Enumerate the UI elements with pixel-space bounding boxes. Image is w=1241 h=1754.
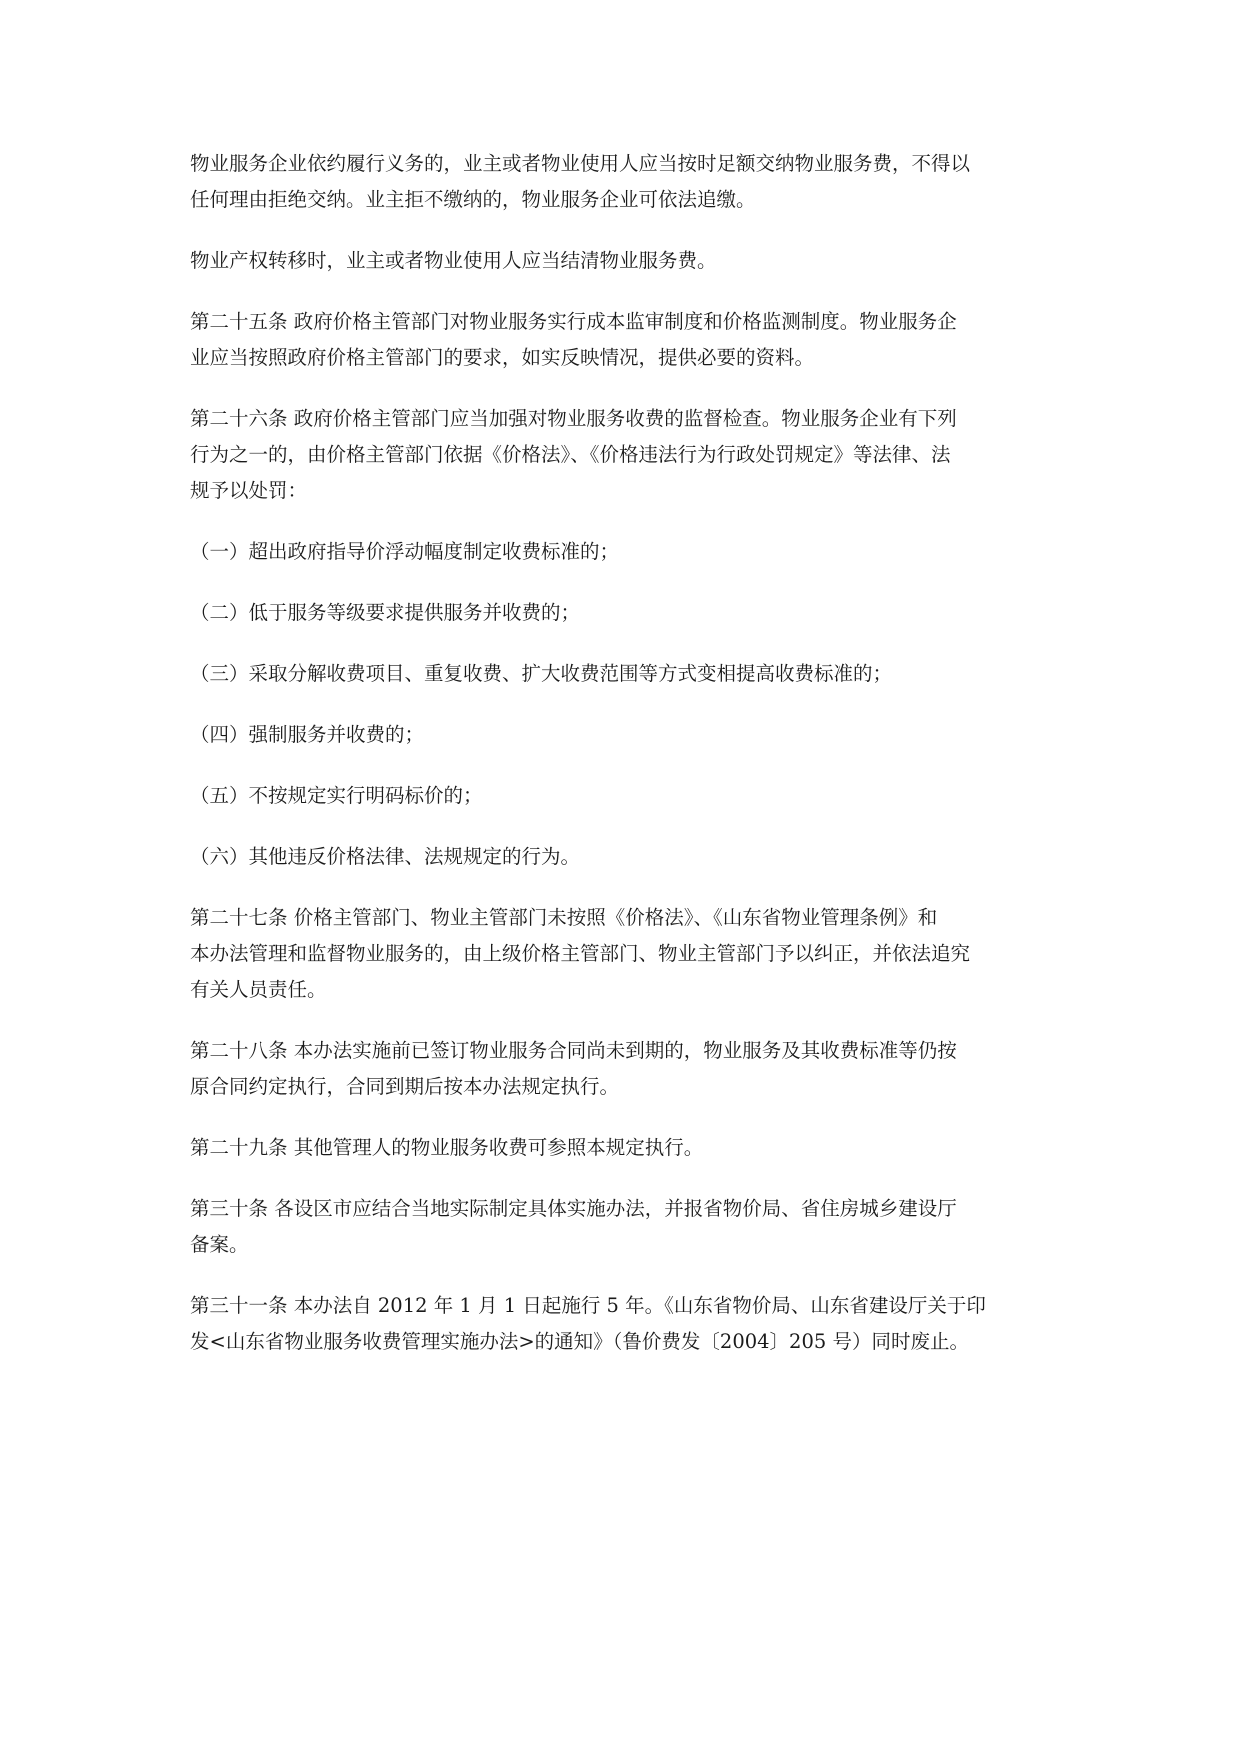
text-line: 第二十八条 本办法实施前已签订物业服务合同尚未到期的，物业服务及其收费标准等仍按 [190,1039,957,1062]
text-line: 物业产权转移时，业主或者物业使用人应当结清物业服务费。 [190,249,717,272]
text-line: 发<山东省物业服务收费管理实施办法>的通知》（鲁价费发〔2004〕205 号）同时废止。 [190,1330,969,1353]
text-line: 第二十五条 政府价格主管部门对物业服务实行成本监审制度和价格监测制度。物业服务企 [190,310,957,333]
paragraph [190,146,1060,218]
text-line: （六）其他违反价格法律、法规规定的行为。 [190,845,581,868]
text-line: 第二十九条 其他管理人的物业服务收费可参照本规定执行。 [190,1136,704,1159]
text-line: （一）超出政府指导价浮动幅度制定收费标准的； [190,540,620,563]
text-line: （四）强制服务并收费的； [190,723,425,746]
document-body [190,146,1060,1385]
paragraph [190,401,1060,509]
text-line: 物业服务企业依约履行义务的，业主或者物业使用人应当按时足额交纳物业服务费，不得以 [190,152,971,175]
text-line: 第二十七条 价格主管部门、物业主管部门未按照《价格法》、《山东省物业管理条例》和 [190,906,938,929]
paragraph [190,304,1060,376]
paragraph [190,900,1060,1008]
text-line: 规予以处罚： [190,479,308,502]
paragraph [190,1288,1060,1360]
text-line: （二）低于服务等级要求提供服务并收费的； [190,601,581,624]
text-line: 第二十六条 政府价格主管部门应当加强对物业服务收费的监督检查。物业服务企业有下列 [190,407,957,430]
paragraph [190,778,1060,814]
text-line: （五）不按规定实行明码标价的； [190,784,483,807]
paragraph [190,534,1060,570]
paragraph [190,1191,1060,1263]
text-line: 业应当按照政府价格主管部门的要求，如实反映情况，提供必要的资料。 [190,346,815,369]
paragraph [190,243,1060,279]
text-line: 行为之一的，由价格主管部门依据《价格法》、《价格违法行为行政处罚规定》等法律、法 [190,443,951,466]
text-line: 第三十一条 本办法自 2012 年 1 月 1 日起施行 5 年。《山东省物价局、山东省建设厅关于印 [190,1294,986,1317]
text-line: 任何理由拒绝交纳。业主拒不缴纳的，物业服务企业可依法追缴。 [190,188,756,211]
paragraph [190,1130,1060,1166]
text-line: 第三十条 各设区市应结合当地实际制定具体实施办法，并报省物价局、省住房城乡建设厅 [190,1197,957,1220]
text-line: 本办法管理和监督物业服务的，由上级价格主管部门、物业主管部门予以纠正，并依法追究 [190,942,971,965]
paragraph [190,839,1060,875]
paragraph [190,1033,1060,1105]
text-line: 备案。 [190,1233,249,1256]
paragraph [190,656,1060,692]
paragraph [190,717,1060,753]
text-line: （三）采取分解收费项目、重复收费、扩大收费范围等方式变相提高收费标准的； [190,662,893,685]
text-line: 有关人员责任。 [190,978,327,1001]
text-line: 原合同约定执行，合同到期后按本办法规定执行。 [190,1075,620,1098]
paragraph [190,595,1060,631]
